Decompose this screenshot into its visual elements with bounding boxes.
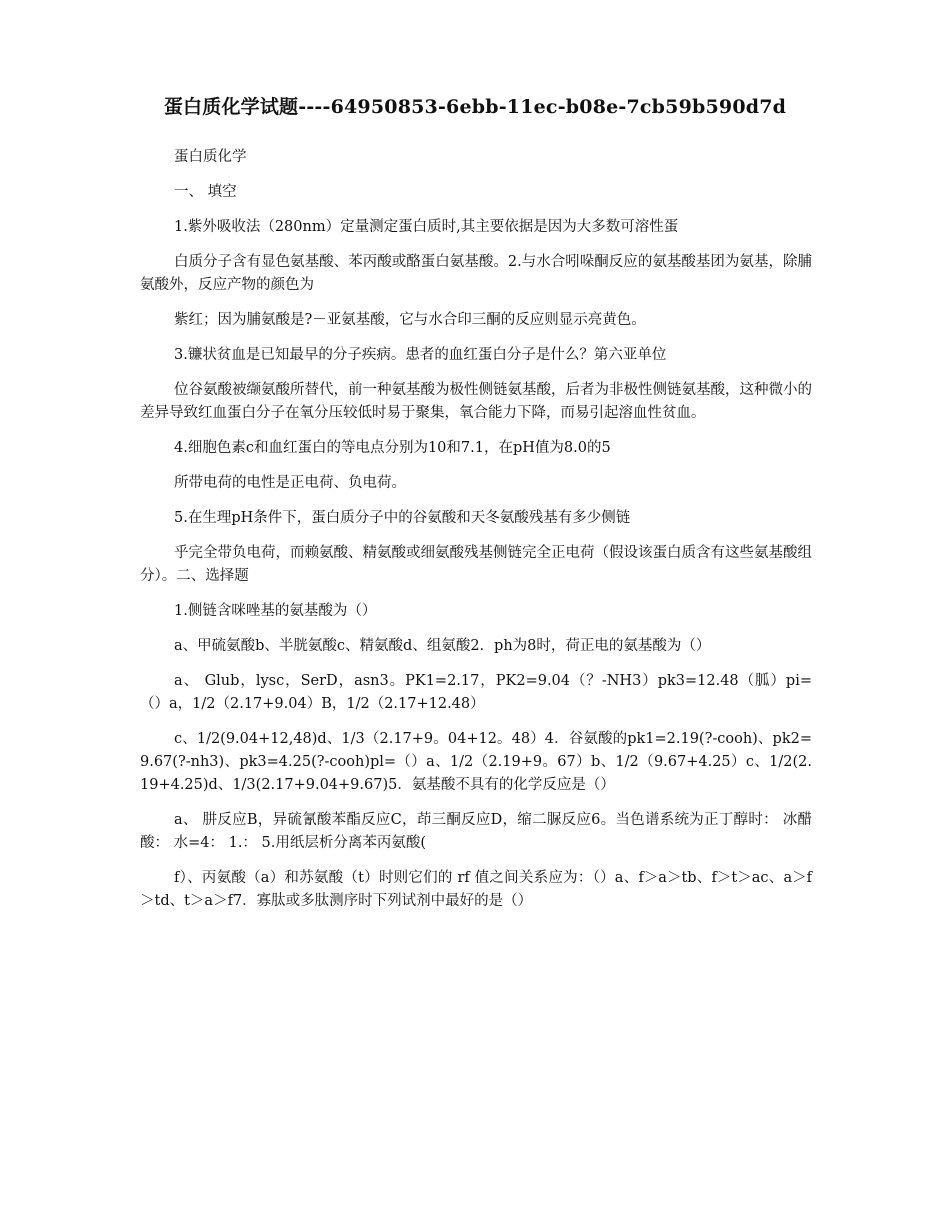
paragraph-item: 4.细胞色素c和血红蛋白的等电点分别为10和7.1，在pH值为8.0的5 [174,440,611,456]
paragraph-item: a、 肼反应B，异硫氰酸苯酯反应C，茚三酮反应D，缩二脲反应6。当色谱系统为正丁醇时： 冰醋酸： 水=4： 1.： 5.用纸层析分离苯丙氨酸( [140,812,812,851]
paragraph-item: c、1/2(9.04+12,48)d、1/3（2.17+9。04+12。48）4．谷氨酸的pk1=2.19(?-cooh)、pk2=9.67(?-nh3)、pk3=4.25(?-cooh)pl=（）a、1/2（2.19+9。67）b、1/2（9.67+4.25）c、1/2(2.19+4.25)d、1/3(2.17+9.04+9.67)5．氨基酸不具有的化学反应是（） [140,731,812,793]
paragraph-item: 乎完全带负电荷，而赖氨酸、精氨酸或细氨酸残基侧链完全正电荷（假设该蛋白质含有这些氨基酸组分）。二、选择题 [140,545,812,584]
paragraph-item: 1.紫外吸收法（280nm）定量测定蛋白质时,其主要依据是因为大多数可溶性蛋 [174,219,679,235]
paragraph-item: f）、丙氨酸（a）和苏氨酸（t）时则它们的 rf 值之间关系应为：（）a、f＞a＞tb、f＞t＞ac、a＞f＞td、t＞a＞f7．寡肽或多肽测序时下列试剂中最好的是（） [140,870,812,909]
paragraph-item: 1.侧链含咪唑基的氨基酸为（） [174,603,377,619]
paragraph-item: a、 Glub，lysc，SerD，asn3。PK1=2.17，PK2=9.04（？-NH3）pk3=12.48（胍）pi=（）a，1/2（2.17+9.04）B，1/2（2.17+12.48） [140,673,812,712]
document-title: 蛋白质化学试题----64950853-6ebb-11ec-b08e-7cb59b590d7d [163,96,787,118]
paragraph-item: a、甲硫氨酸b、半胱氨酸c、精氨酸d、组氨酸2．ph为8时，荷正电的氨基酸为（） [174,638,711,654]
document-body [140,146,812,925]
paragraph-item: 3.镰状贫血是已知最早的分子疾病。患者的血红蛋白分子是什么？第六亚单位 [174,347,667,363]
paragraph-section-heading: 蛋白质化学 [174,149,247,165]
paragraph-item: 白质分子含有显色氨基酸、苯丙酸或酪蛋白氨基酸。2.与水合吲哚酮反应的氨基酸基团为氨基，除脯氨酸外，反应产物的颜色为 [140,254,812,293]
paragraph-item: 位谷氨酸被缬氨酸所替代，前一种氨基酸为极性侧链氨基酸，后者为非极性侧链氨基酸，这种微小的差异导致红血蛋白分子在氧分压较低时易于聚集，氧合能力下降，而易引起溶血性贫血。 [140,382,812,421]
paragraph-item: 5.在生理pH条件下，蛋白质分子中的谷氨酸和天冬氨酸残基有多少侧链 [174,510,631,526]
paragraph-item: 紫红；因为脯氨酸是?－亚氨基酸，它与水合印三酮的反应则显示亮黄色。 [174,312,646,328]
paragraph-item: 所带电荷的电性是正电荷、负电荷。 [174,475,406,491]
paragraph-fill-in-heading: 一、 填空 [174,184,237,200]
